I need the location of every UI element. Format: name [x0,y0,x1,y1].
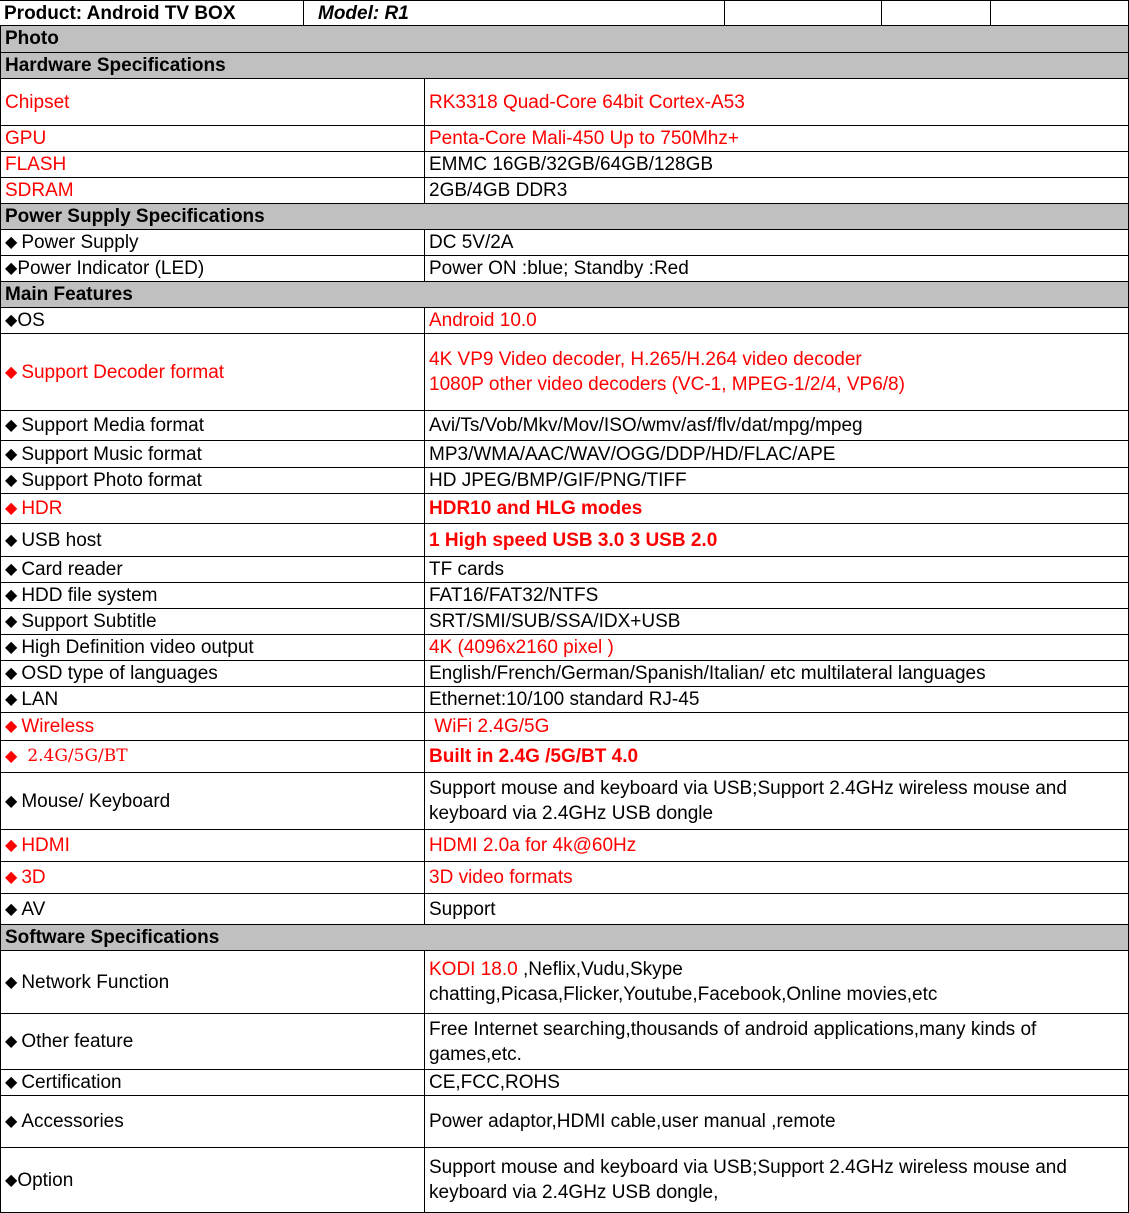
table-row [0,256,1129,282]
spec-label-text: High Definition video output [21,637,254,658]
table-row [0,609,1129,635]
spec-label [1,1096,424,1147]
spec-label [1,1148,424,1212]
spec-label [1,468,424,493]
spec-label [1,230,424,255]
diamond-bullet-icon: ◆ [5,1033,18,1050]
spec-value: DC 5V/2A [424,230,1128,255]
spec-label [1,524,424,556]
diamond-bullet-icon: ◆ [5,234,18,251]
diamond-bullet-icon: ◆ [5,1171,18,1189]
table-row [0,862,1129,894]
table-row [0,951,1129,1014]
diamond-bullet-icon: ◆ [5,665,18,682]
section-features: Main Features [0,282,1129,308]
diamond-bullet-icon: ◆ [5,718,18,735]
model-name: Model: R1 [303,1,724,26]
table-row [0,1014,1129,1070]
spec-value: Power adaptor,HDMI cable,user manual ,remote [424,1096,1128,1147]
spec-label: GPU [5,128,47,149]
spec-label-text: Other feature [21,1031,134,1052]
spec-value: HD JPEG/BMP/GIF/PNG/TIFF [424,468,1128,493]
spec-label [1,411,424,440]
table-row [0,557,1129,583]
spec-label: Chipset [5,91,70,113]
spec-value: Free Internet searching,thousands of android applications,many kinds of games,etc. [424,1014,1128,1069]
spec-label-text: 3D [21,867,46,888]
diamond-bullet-icon: ◆ [5,417,18,434]
table-row [0,79,1129,126]
spec-label-text: Support Media format [21,415,205,436]
spec-label-text: 2.4G/5G/BT [27,746,128,766]
spec-value: FAT16/FAT32/NTFS [424,583,1128,608]
table-row [0,524,1129,557]
spec-label [1,583,424,608]
spec-value: RK3318 Quad-Core 64bit Cortex-A53 [424,79,1128,125]
diamond-bullet-icon: ◆ [5,561,18,578]
spec-label [1,557,424,582]
spec-value: Ethernet:10/100 standard RJ-45 [424,687,1128,712]
table-row [0,152,1129,178]
spec-label: FLASH [5,154,67,175]
diamond-bullet-icon: ◆ [5,472,18,489]
spec-value: TF cards [424,557,1128,582]
spec-label [1,1070,424,1095]
table-row [0,1096,1129,1148]
spec-label-text: Support Music format [21,443,202,465]
spec-value: MP3/WMA/AAC/WAV/OGG/DDP/HD/FLAC/APE [424,441,1128,467]
spec-value: English/French/German/Spanish/Italian/ etc multilateral languages [424,661,1128,686]
spec-label-text: HDR [21,498,63,519]
diamond-bullet-icon: ◆ [5,613,18,630]
spec-label-text: AV [21,898,46,920]
spec-label-text: Power Indicator (LED) [17,258,205,279]
table-row [0,1148,1129,1213]
table-row [0,635,1129,661]
diamond-bullet-icon: ◆ [5,748,18,765]
diamond-bullet-icon: ◆ [5,900,18,918]
table-row [0,126,1129,152]
spec-label-text: Power Supply [21,232,139,253]
header-empty-cell-2 [881,1,990,26]
diamond-bullet-icon: ◆ [5,312,18,329]
table-row [0,494,1129,524]
diamond-bullet-icon: ◆ [5,445,18,463]
spec-label-text: Accessories [21,1111,124,1132]
spec-label-text: Card reader [21,559,123,580]
table-row [0,687,1129,713]
spec-value [424,951,1128,1013]
spec-label [1,334,424,410]
spec-label [1,635,424,660]
header-empty-cell-3 [990,1,1129,26]
spec-label [1,713,424,740]
spec-value: Penta-Core Mali-450 Up to 750Mhz+ [424,126,1128,151]
spec-value: CE,FCC,ROHS [424,1070,1128,1095]
header-empty-cell-1 [724,1,881,26]
spec-label [1,256,424,281]
spec-value: Support mouse and keyboard via USB;Support 2.4GHz wireless mouse and keyboard via 2.4GHz USB dongle, [424,1148,1128,1212]
spec-value: HDMI 2.0a for 4k@60Hz [424,830,1128,861]
spec-value: Android 10.0 [424,308,1128,333]
spec-label [1,1014,424,1069]
spec-value: WiFi 2.4G/5G [424,713,1128,740]
spec-label [1,862,424,893]
kodi-highlight: KODI 18.0 [429,959,518,980]
spec-label-text: Wireless [21,716,95,737]
table-row [0,334,1129,411]
section-software: Software Specifications [0,925,1129,951]
spec-value: SRT/SMI/SUB/SSA/IDX+USB [424,609,1128,634]
spec-label [1,661,424,686]
spec-value: 1 High speed USB 3.0 3 USB 2.0 [424,524,1128,556]
product-name: Product: Android TV BOX [4,3,236,24]
spec-label [1,741,424,772]
table-row [0,894,1129,925]
diamond-bullet-icon: ◆ [5,363,18,381]
table-row [0,830,1129,862]
diamond-bullet-icon: ◆ [5,973,18,991]
spec-value: 4K (4096x2160 pixel ) [424,635,1128,660]
spec-value: Built in 2.4G /5G/BT 4.0 [424,741,1128,772]
spec-label-text: Support Subtitle [21,611,157,632]
diamond-bullet-icon: ◆ [5,837,18,854]
table-row [0,468,1129,494]
table-row [0,308,1129,334]
diamond-bullet-icon: ◆ [5,500,18,517]
table-row [0,741,1129,773]
section-power: Power Supply Specifications [0,204,1129,230]
spec-value: 3D video formats [424,862,1128,893]
spec-label-text: Support Decoder format [21,361,225,383]
spec-label [1,441,424,467]
diamond-bullet-icon: ◆ [5,587,18,604]
diamond-bullet-icon: ◆ [5,1113,18,1130]
spec-label: SDRAM [5,180,74,201]
table-row [0,583,1129,609]
spec-label [1,773,424,829]
product-header-row [0,0,1129,26]
spec-label-text: LAN [21,689,59,710]
spec-label-text: HDMI [21,835,70,856]
spec-value-text: ,Neflix,Vudu,Skype chatting,Picasa,Flicker,Youtube,Facebook,Online movies,etc [429,959,938,1005]
spec-value: Support [424,894,1128,924]
diamond-bullet-icon: ◆ [5,260,18,277]
diamond-bullet-icon: ◆ [5,691,18,708]
spec-label [1,687,424,712]
table-row [0,773,1129,830]
table-row [0,661,1129,687]
spec-value: HDR10 and HLG modes [424,494,1128,523]
spec-label [1,830,424,861]
spec-label-text: Support Photo format [21,470,202,491]
spec-label-text: Certification [21,1072,122,1093]
diamond-bullet-icon: ◆ [5,639,18,656]
spec-value: Support mouse and keyboard via USB;Support 2.4GHz wireless mouse and keyboard via 2.4GHz USB dongle [424,773,1128,829]
spec-value: Power ON :blue; Standby :Red [424,256,1128,281]
diamond-bullet-icon: ◆ [5,869,18,886]
spec-value: 2GB/4GB DDR3 [424,178,1128,203]
diamond-bullet-icon: ◆ [5,1074,18,1091]
spec-label-text: Network Function [21,971,170,993]
spec-label-text: Option [17,1169,74,1191]
section-photo: Photo [0,26,1129,53]
table-row [0,713,1129,741]
table-row [0,441,1129,468]
table-row [0,230,1129,256]
table-row [0,1070,1129,1096]
spec-label-text: Mouse/ Keyboard [21,790,171,812]
spec-label-text: OS [17,310,45,331]
table-row [0,411,1129,441]
spec-label-text: OSD type of languages [21,663,218,684]
table-row [0,178,1129,204]
spec-label [1,609,424,634]
section-hardware: Hardware Specifications [0,53,1129,79]
diamond-bullet-icon: ◆ [5,792,18,810]
spec-label [1,308,424,333]
diamond-bullet-icon: ◆ [5,531,18,549]
spec-label [1,951,424,1013]
spec-label-text: USB host [21,529,102,551]
spec-value: Avi/Ts/Vob/Mkv/Mov/ISO/wmv/asf/flv/dat/mpg/mpeg [424,411,1128,440]
spec-value: 4K VP9 Video decoder, H.265/H.264 video decoder 1080P other video decoders (VC-1, MPEG-1/2/4, VP6/8) [424,334,1128,410]
spec-label [1,894,424,924]
spec-value: EMMC 16GB/32GB/64GB/128GB [424,152,1128,177]
spec-label [1,494,424,523]
spec-label-text: HDD file system [21,585,158,606]
